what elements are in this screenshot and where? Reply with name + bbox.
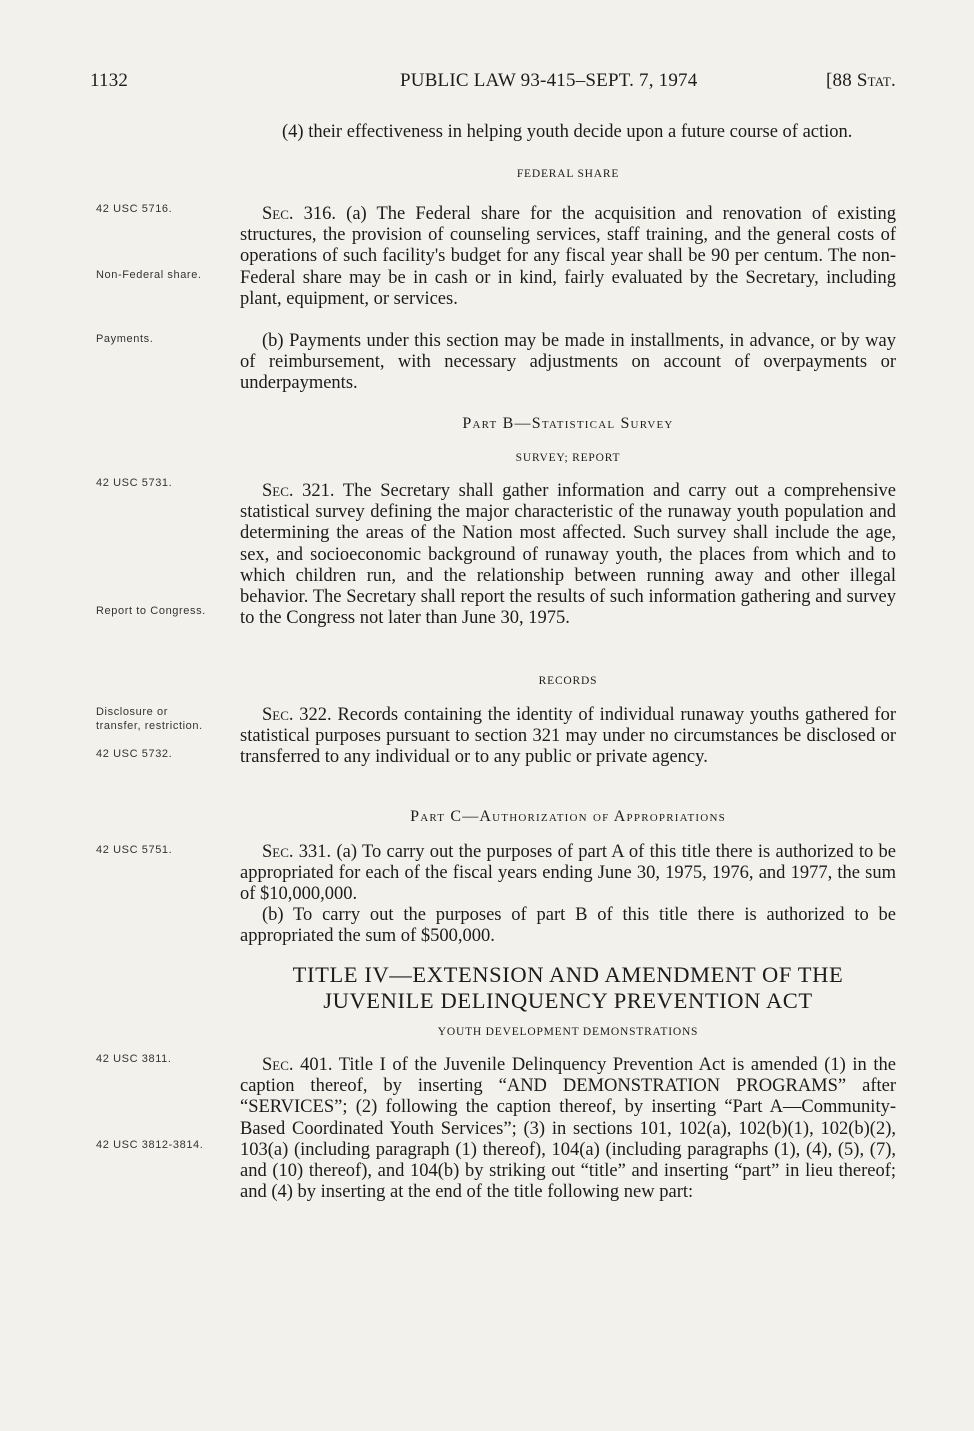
section-322 — [240, 705, 896, 769]
section-331-label: Sec. 331. — [262, 842, 332, 862]
title-iv-heading-line-1: TITLE IV—EXTENSION AND AMENDMENT OF THE — [292, 962, 844, 987]
margin-note-non-federal-share: Non-Federal share. — [96, 269, 202, 281]
section-331-b: (b) To carry out the purposes of part B of this title there is authorized to be appropriated the sum of $500,000. — [240, 905, 896, 947]
margin-note-usc-3812: 42 USC 3812-3814. — [96, 1139, 204, 1151]
section-316-b: (b) Payments under this section may be made in installments, in advance, or by way of reimbursement, with necessary adjustments on account of overpayments or underpayments. — [240, 331, 896, 394]
section-331-a — [240, 842, 896, 906]
section-331-a-text: (a) To carry out the purposes of part A of this title there is authorized to be appropriated for each of the fiscal years ending June 30, 1975, 1976, and 1977, the sum of $10,000,000. — [240, 842, 897, 905]
section-316-a-text: (a) The Federal share for the acquisition and renovation of existing structures, the provision of counseling services, staff training, and the general costs of operations of such facility's budget for any fiscal year shall be 90 per centum. The non-Federal share may be in cash or in kind, fairly evaluated by the Secretary, including plant, equipment, or services. — [240, 204, 897, 309]
volume-citation: [88 Stat. — [826, 70, 896, 91]
title-iv-heading-line-2: JUVENILE DELINQUENCY PREVENTION ACT — [323, 988, 813, 1013]
part-c-heading: Part C—Authorization of Appropriations — [410, 808, 726, 825]
section-322-text: Records containing the identity of individual runaway youths gathered for statistical purposes pursuant to section 321 may under no circumstances be disclosed or transferred to any individual or to any public or private agency. — [240, 705, 897, 768]
margin-note-usc-5751: 42 USC 5751. — [96, 844, 173, 856]
caption-survey-report: SURVEY; REPORT — [515, 452, 621, 464]
section-321-label: Sec. 321. — [262, 481, 335, 501]
section-401-label: Sec. 401. — [262, 1055, 333, 1075]
margin-note-usc-3811: 42 USC 3811. — [96, 1053, 172, 1065]
caption-youth-development: YOUTH DEVELOPMENT DEMONSTRATIONS — [437, 1026, 699, 1038]
section-316-label: Sec. 316. — [262, 204, 337, 224]
caption-federal-share: FEDERAL SHARE — [516, 168, 620, 180]
margin-note-usc-5732: 42 USC 5732. — [96, 748, 173, 760]
section-316-a — [240, 204, 896, 310]
item-4: (4) their effectiveness in helping youth decide upon a future course of action. — [282, 122, 853, 142]
margin-note-report-to-congress: Report to Congress. — [96, 605, 206, 617]
margin-note-usc-5716: 42 USC 5716. — [96, 203, 173, 215]
section-322-label: Sec. 322. — [262, 705, 332, 725]
caption-records: RECORDS — [538, 675, 598, 687]
section-401 — [240, 1055, 896, 1203]
part-b-heading: Part B—Statistical Survey — [462, 415, 674, 432]
margin-note-payments: Payments. — [96, 333, 154, 345]
margin-note-usc-5731: 42 USC 5731. — [96, 477, 173, 489]
page-number: 1132 — [90, 70, 129, 91]
running-title: PUBLIC LAW 93-415–SEPT. 7, 1974 — [400, 70, 698, 91]
margin-note-disclosure: Disclosure or transfer, restriction. — [96, 706, 203, 732]
section-401-text: Title I of the Juvenile Delinquency Prevention Act is amended (1) in the caption thereof, by inserting “AND DEMONSTRATION PROGRAMS” after “SERVICES”; (2) following the caption thereof, by inserting “Part A—Community-Based Coordinated Youth Services”; (3) in sections 101, 102(a), 102(b)(1), 102(b)(2), 103(a) (including paragraph (1) thereof), 104(a) (including paragraphs (1), (4), (5), (7), and (10) thereof), and 104(b) by striking out “title” and inserting “part” in lieu thereof; and (4) by inserting at the end of the title following new part: — [240, 1055, 896, 1203]
section-321 — [240, 481, 896, 629]
section-321-text: The Secretary shall gather information and carry out a comprehensive statistical survey defining the major characteristic of the runaway youth population and determining the areas of the Nation most affected. Such survey shall include the age, sex, and socioeconomic background of runaway youth, the places from which and to which children run, and the relationship between running away and other illegal behavior. The Secretary shall report the results of such information gathering and survey to the Congress not later than June 30, 1975. — [240, 481, 897, 629]
